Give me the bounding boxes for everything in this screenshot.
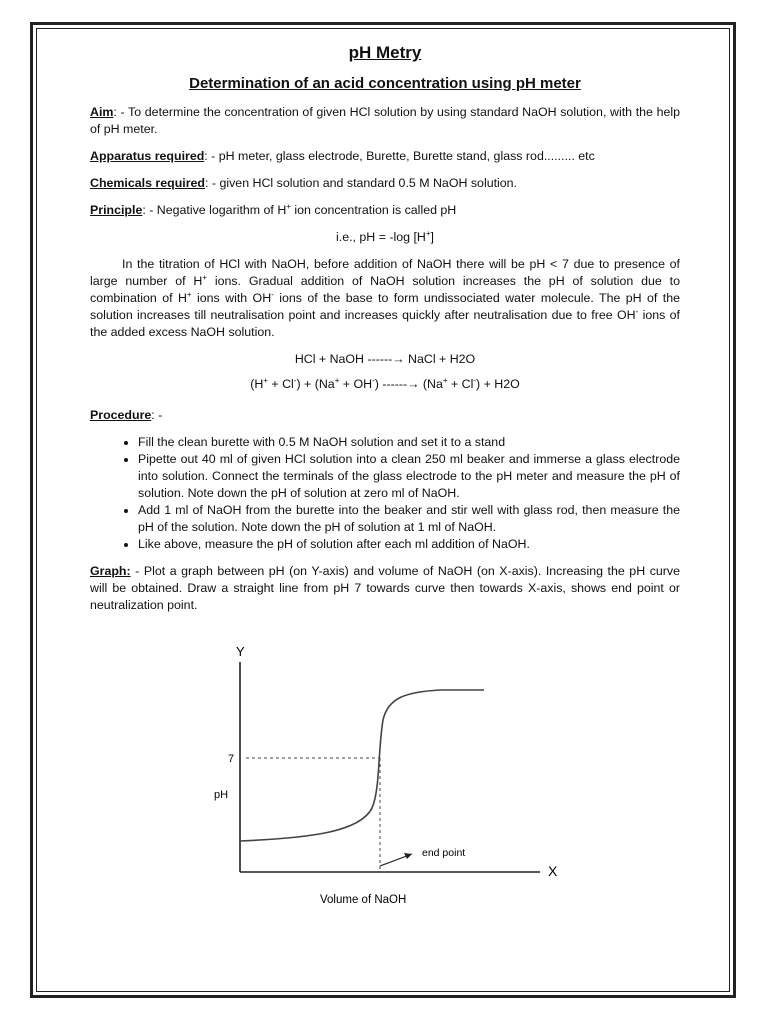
- y-axis-letter: Y: [236, 644, 245, 659]
- superscript: +: [202, 272, 207, 282]
- explanation-text: ions of the added excess NaOH solution.: [90, 308, 680, 339]
- aim-paragraph: [90, 104, 680, 138]
- ionic-text: + Cl: [447, 377, 474, 391]
- ionic-text: + Cl: [267, 377, 294, 391]
- graph-label: Graph:: [90, 564, 131, 578]
- superscript: -: [271, 289, 274, 299]
- chemicals-paragraph: [90, 175, 680, 192]
- superscript: -: [372, 375, 375, 385]
- superscript: +: [286, 201, 291, 211]
- superscript: +: [442, 375, 448, 385]
- procedure-step: • Like above, measure the pH of solution after each ml addition of NaOH.: [138, 536, 680, 553]
- ionic-text: ) + H2O: [476, 377, 520, 391]
- titration-graph: [200, 640, 580, 915]
- procedure-step: • Fill the clean burette with 0.5 M NaOH solution and set it to a stand: [138, 434, 680, 451]
- document-body: [90, 44, 680, 624]
- procedure-step: • Pipette out 40 ml of given HCl solution into a clean 250 ml beaker and immerse a glass electrode into solution. Connect the terminals of the glass electrode to the pH meter and measure the pH of solution. Note down the pH of solution at zero ml of NaOH.: [138, 451, 680, 502]
- superscript: -: [635, 306, 639, 316]
- chemicals-label: Chemicals required: [90, 176, 206, 190]
- principle-explanation: [90, 256, 680, 341]
- x-axis-letter: X: [548, 863, 558, 879]
- superscript: +: [425, 228, 431, 238]
- chemicals-text: : - given HCl solution and standard 0.5 M NaOH solution.: [205, 176, 518, 190]
- explanation-text: ions with OH: [191, 291, 272, 305]
- end-point-label: end point: [422, 847, 466, 859]
- principle-text: : - Negative logarithm of H: [142, 203, 287, 217]
- graph-paragraph: [90, 563, 680, 614]
- ph-curve: [240, 690, 484, 841]
- procedure-suffix: : -: [151, 408, 163, 422]
- page-subtitle: Determination of an acid concentration using pH meter: [189, 75, 581, 92]
- ionic-text: ) ------→ (Na: [374, 377, 443, 391]
- ph-formula: [90, 229, 680, 246]
- aim-label: Aim: [90, 105, 114, 119]
- procedure-list: [90, 434, 680, 553]
- principle-label: Principle: [90, 203, 143, 217]
- superscript: +: [186, 289, 192, 299]
- explanation-text: In the titration of HCl with NaOH, before addition of NaOH there will be pH < 7 due to presence of large number of H: [90, 257, 680, 288]
- superscript: -: [473, 375, 477, 385]
- superscript: +: [334, 375, 340, 385]
- apparatus-paragraph: [90, 148, 680, 165]
- y-tick-label: 7: [228, 753, 235, 765]
- formula-text: ]: [430, 230, 434, 244]
- procedure-heading: [90, 407, 680, 424]
- explanation-text: ions. Gradual addition of NaOH solution increases the pH of solution due to combination of H: [90, 274, 680, 305]
- graph-text: - Plot a graph between pH (on Y-axis) and volume of NaOH (on X-axis). Increasing the pH curve will be obtained. Draw a straight line from pH 7 towards curve then towards X-axis, shows end point or neutralization point.: [90, 564, 680, 612]
- equation-ionic: [90, 376, 680, 393]
- explanation-text: ions of the base to form undissociated water molecule. The pH of the solution increases till neutralisation point and increases quickly after neutralisation due to free OH: [90, 291, 680, 322]
- y-axis-label: pH: [214, 789, 229, 801]
- ionic-text: (H: [250, 377, 264, 391]
- apparatus-label: Apparatus required: [90, 149, 205, 163]
- equation-molecular: HCl + NaOH ------→ NaCl + H2O: [294, 352, 476, 366]
- formula-text: i.e., pH = -log [H: [336, 230, 426, 244]
- principle-text: ion concentration is called pH: [290, 203, 457, 217]
- x-axis-label: Volume of NaOH: [320, 894, 407, 906]
- principle-paragraph: [90, 202, 680, 219]
- procedure-step: • Add 1 ml of NaOH from the burette into the beaker and stir well with glass rod, then measure the pH of the solution. Note down the pH of solution at 1 ml of NaOH.: [138, 502, 680, 536]
- procedure-label: Procedure: [90, 408, 152, 422]
- ionic-text: ) + (Na: [296, 377, 335, 391]
- page-title: pH Metry: [348, 43, 422, 62]
- superscript: +: [263, 375, 268, 385]
- superscript: -: [293, 375, 297, 385]
- ionic-text: + OH: [339, 377, 373, 391]
- aim-text: : - To determine the concentration of given HCl solution by using standard NaOH solution, with the help of pH meter.: [90, 105, 680, 136]
- apparatus-text: : - pH meter, glass electrode, Burette, Burette stand, glass rod......... etc: [204, 149, 595, 163]
